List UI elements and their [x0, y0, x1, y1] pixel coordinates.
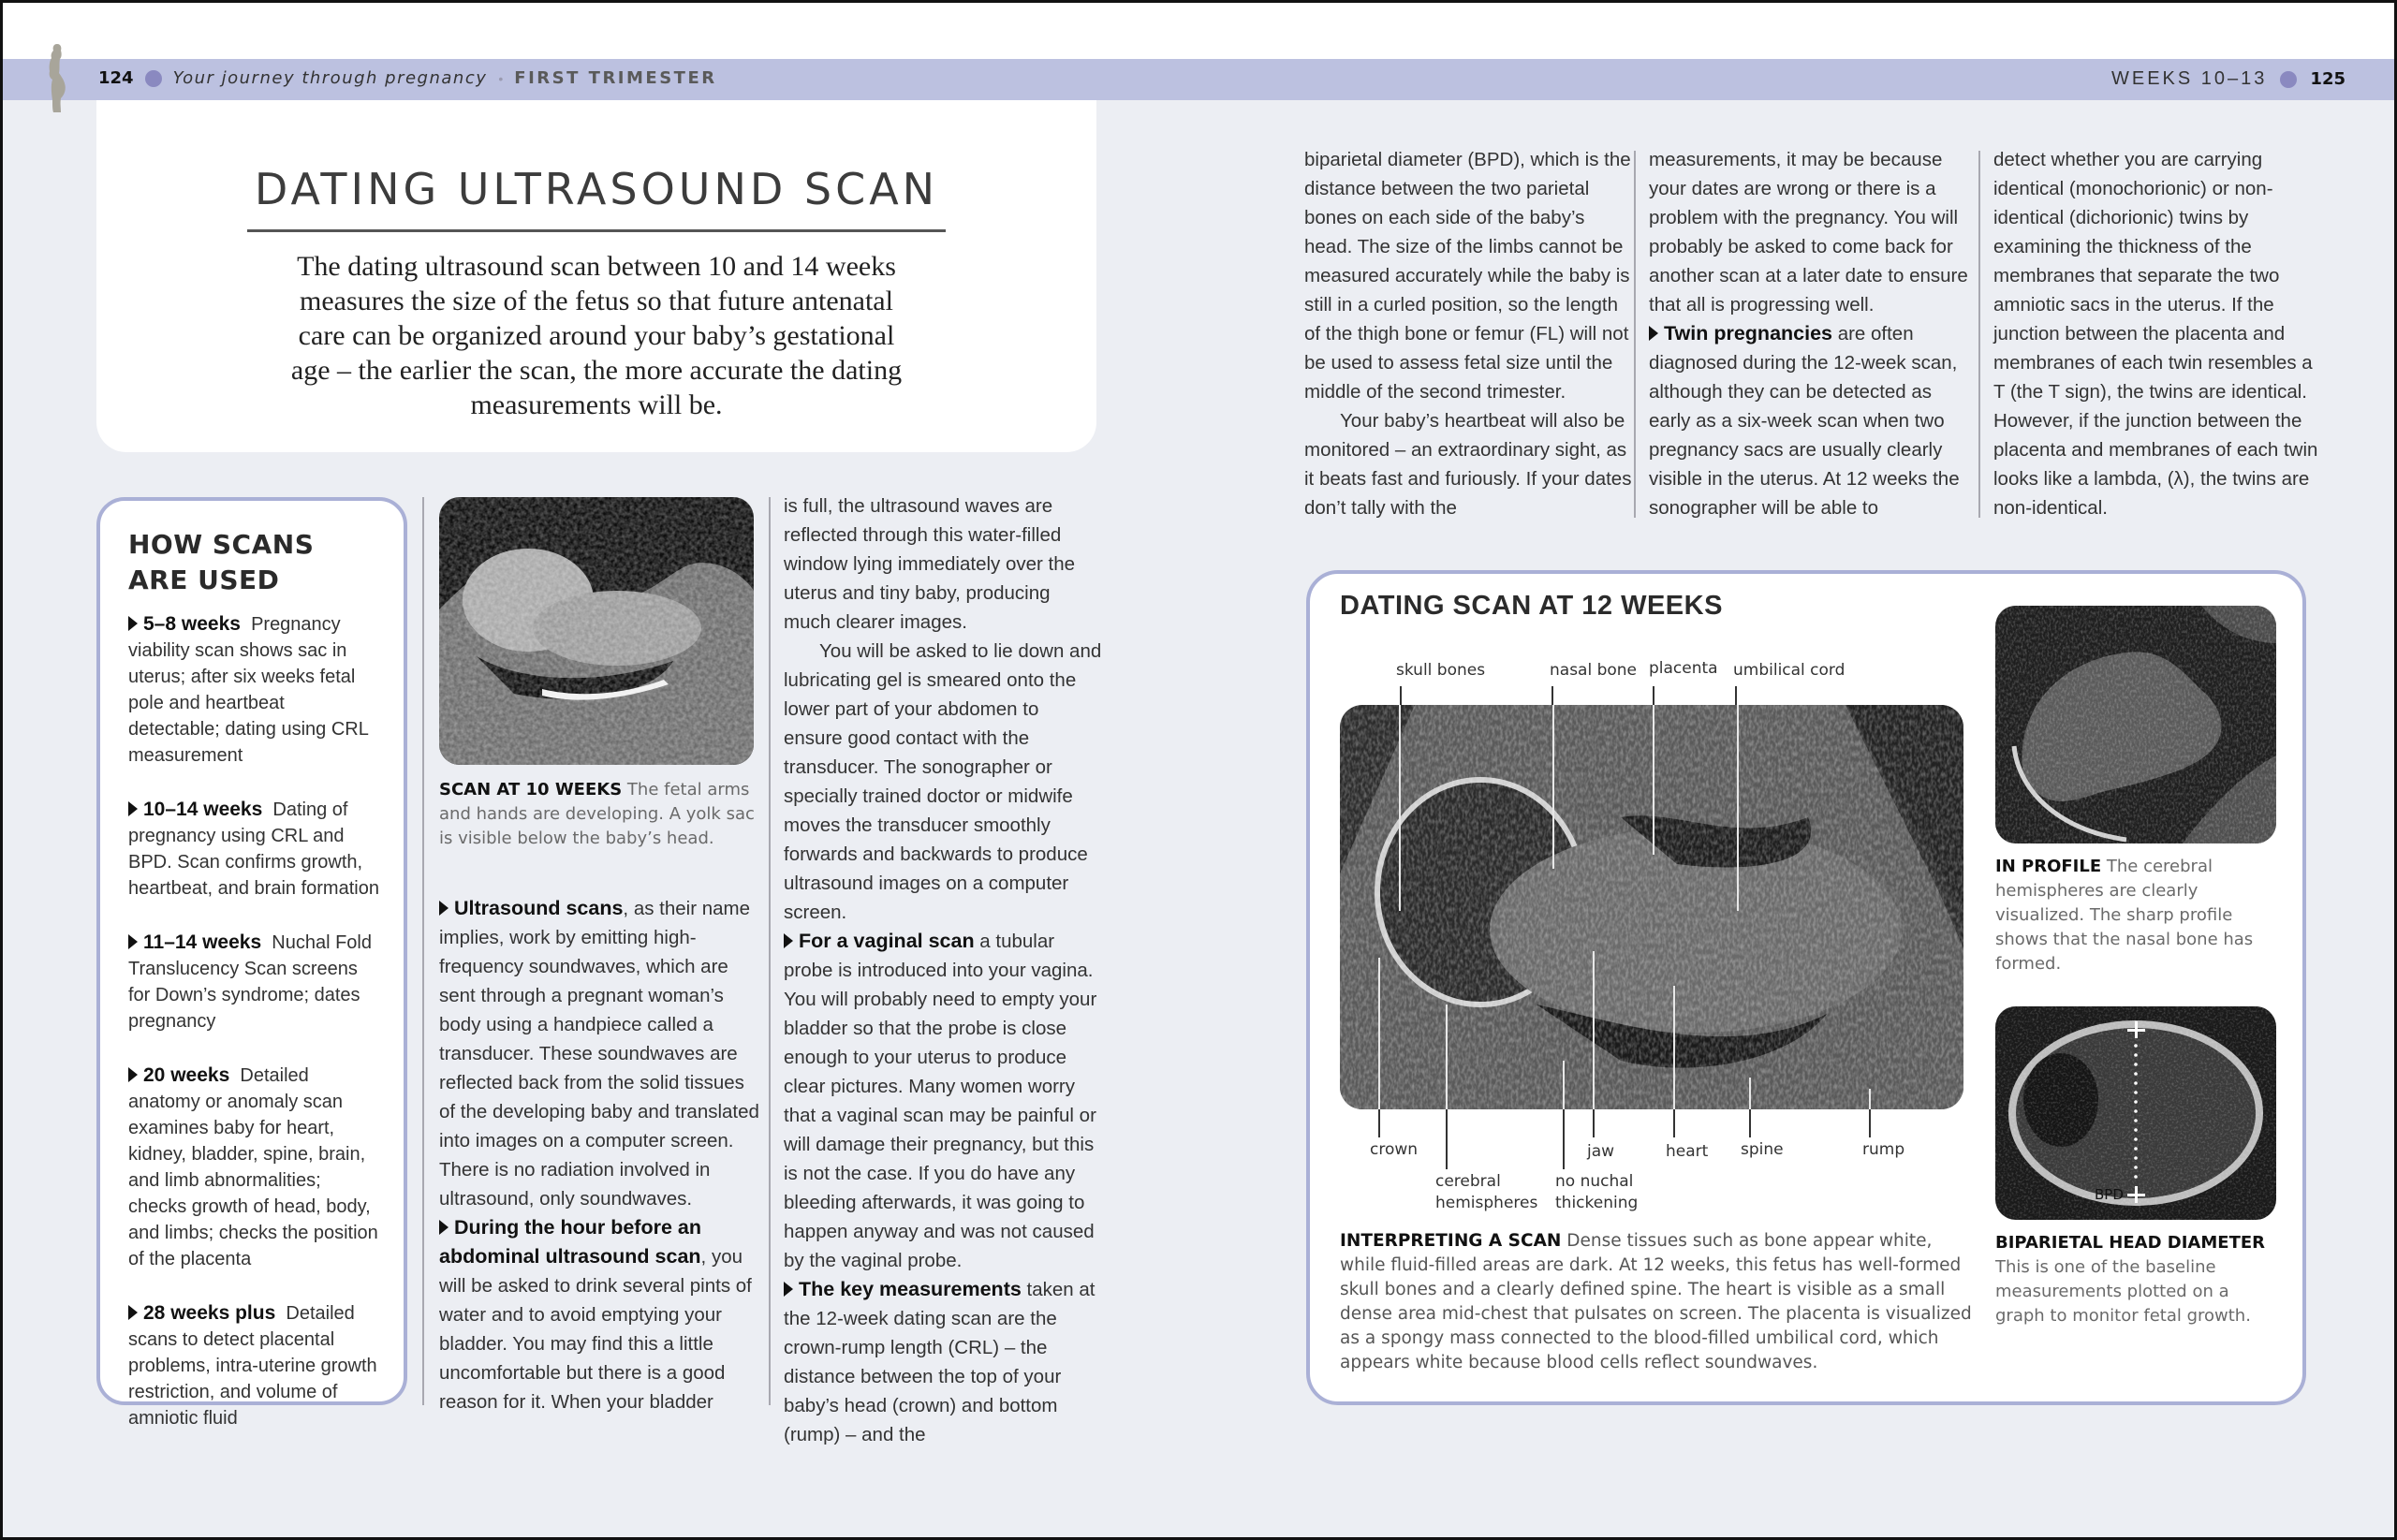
dating-scan-box — [1306, 570, 2306, 1405]
caption-text: The cerebral hemispheres are clearly visualized. The sharp profile shows that the nasal bone has formed. — [1995, 857, 2254, 974]
body-column-3 — [784, 491, 1102, 1449]
dot-icon — [2280, 71, 2297, 88]
leader-line — [1446, 1005, 1448, 1109]
list-item — [128, 1300, 381, 1431]
run-in-heading: Twin pregnancies — [1664, 322, 1832, 345]
label-crown: crown — [1370, 1140, 1419, 1159]
leader-line — [1653, 686, 1654, 707]
item-text: Pregnancy viability scan shows sac in uterus; after six weeks fetal pole and heartbeat detectable; dating using CRL measurement — [128, 614, 369, 766]
paragraph: You will be asked to lie down and lubricating gel is smeared onto the lower part of your abdomen to ensure good contact with the transducer. The sonographer or specially trained doctor or midwife moves the transducer smoothly forwards and backwards to produce ultrasound images on a computer screen. — [784, 640, 1102, 923]
separator: • — [498, 70, 504, 86]
triangle-bullet-icon — [784, 1282, 793, 1297]
triangle-bullet-icon — [128, 616, 138, 631]
how-scans-box — [96, 497, 407, 1429]
scan-10-weeks-image — [439, 497, 754, 765]
chapter-title: FIRST TRIMESTER — [514, 68, 717, 88]
bpd-caption — [1995, 1231, 2276, 1328]
leader-line — [1869, 1109, 1871, 1137]
leader-line — [1563, 1109, 1565, 1169]
paragraph: detect whether you are carrying identical (monochorionic) or non-identical (dichorionic) twins by examining the thickness of the membranes that separate the two amniotic sacs in the uterus. If the junction between the placenta and membranes of each twin resembles a T (the T sign), the twins are identical. However, if the junction between the placenta and membranes of each twin looks like a lambda, (λ), the twins are non-identical. — [1993, 149, 2318, 519]
pregnant-woman-silhouette-icon — [44, 42, 70, 113]
run-in-heading: The key measurements — [799, 1278, 1022, 1300]
paragraph-text: are often diagnosed during the 12-week scan, although they can be detected as early as a six-week scan when two pregnancy sacs are usually clearly visible in the uterus. At 12 weeks the sonographer will be able to — [1649, 323, 1960, 519]
triangle-bullet-icon — [439, 1220, 449, 1235]
how-scans-title — [128, 527, 381, 598]
leader-line — [1593, 951, 1595, 1109]
leader-line — [1673, 986, 1675, 1109]
leader-line — [1749, 1078, 1751, 1109]
caption-heading: IN PROFILE — [1995, 857, 2102, 876]
weeks-range: WEEKS 10–13 — [2111, 68, 2268, 89]
body-column-2 — [439, 894, 763, 1416]
paragraph — [439, 1213, 763, 1416]
item-text: Nuchal Fold Translucency Scan screens for Down’s syndrome; dates pregnancy — [128, 932, 372, 1032]
leader-line — [1378, 1109, 1380, 1137]
page-title: DATING ULTRASOUND SCAN — [247, 164, 946, 232]
title-line-2: ARE USED — [128, 565, 280, 595]
leader-line — [1399, 705, 1401, 911]
header-left — [98, 68, 717, 88]
scan-10-weeks-caption — [439, 778, 757, 851]
list-item — [128, 611, 381, 769]
caption-text: This is one of the baseline measurements plotted on a graph to monitor fetal growth. — [1995, 1257, 2251, 1326]
item-text: Detailed scans to detect placental problems, intra-uterine growth restriction, and volume of amniotic fluid — [128, 1303, 377, 1429]
column-divider — [1978, 151, 1980, 518]
paragraph-text: , as their name implies, work by emitting high-frequency soundwaves, which are sent through a pregnant woman’s body using a handpiece called a transducer. These soundwaves are reflected back from the solid tissues of the developing baby and translated into images on a computer screen. There is no radiation involved in ultrasound, only soundwaves. — [439, 898, 759, 1210]
body-column-4 — [1304, 145, 1632, 522]
item-text: Dating of pregnancy using CRL and BPD. Scan confirms growth, heartbeat, and brain formation — [128, 799, 379, 899]
label-spine: spine — [1741, 1140, 1784, 1159]
bpd-scan-image — [1995, 1006, 2276, 1220]
label-cerebral-hemispheres: cerebral hemispheres — [1435, 1172, 1538, 1212]
leader-line — [1673, 1109, 1675, 1137]
page-number-left: 124 — [98, 68, 134, 88]
item-label: 10–14 weeks — [143, 799, 263, 820]
label-skull-bones: skull bones — [1396, 661, 1486, 680]
title-card — [96, 100, 1096, 452]
leader-line — [1552, 705, 1554, 869]
dating-scan-12-weeks-image — [1340, 705, 1963, 1109]
paragraph-text: taken at the 12-week dating scan are the crown-rump length (CRL) – the distance between the top of your baby’s head (crown) and bottom (rump) – and the — [784, 1279, 1096, 1445]
label-no-nuchal-thickening: no nuchal thickening — [1555, 1172, 1639, 1212]
body-column-6 — [1993, 145, 2321, 522]
list-item — [128, 1063, 381, 1272]
caption-heading: BIPARIETAL HEAD DIAMETER — [1995, 1233, 2265, 1253]
leader-line — [1563, 1061, 1565, 1109]
leader-line — [1551, 686, 1553, 707]
column-divider — [769, 497, 771, 1405]
page-number-right: 125 — [2310, 69, 2346, 89]
paragraph: measurements, it may be because your dates are wrong or there is a problem with the pregnancy. You will probably be asked to come back for another scan at a later date to ensure that all is progressing well. — [1649, 149, 1968, 315]
body-column-5 — [1649, 145, 1977, 522]
intro-paragraph: The dating ultrasound scan between 10 and 14 weeks measures the size of the fetus so that future antenatal care can be organized around your baby’s gestational age – the earlier the scan, the more accurate the dating measurements will be. — [290, 251, 903, 420]
label-umbilical-cord: umbilical cord — [1733, 661, 1846, 680]
paragraph — [784, 1275, 1102, 1449]
column-divider — [1634, 151, 1636, 518]
bpd-marker-label: BPD — [2095, 1186, 2124, 1203]
caption-heading: INTERPRETING A SCAN — [1340, 1231, 1562, 1251]
leader-line — [1749, 1109, 1751, 1137]
caption-text: Dense tissues such as bone appear white, while fluid-filled areas are dark. At 12 weeks, this fetus has well-formed skull bones and a clearly defined spine. The heart is visible as a small dense area mid-chest that pulsates on screen. The placenta is visualized as a spongy mass connected to the blood-filled umbilical cord, which appears white because blood cells reflect soundwaves. — [1340, 1231, 1972, 1372]
label-rump: rump — [1862, 1140, 1905, 1159]
paragraph — [1649, 319, 1977, 522]
item-text: Detailed anatomy or anomaly scan examines baby for heart, kidney, bladder, spine, brain, and limb abnormalities; checks growth of head, body, and limbs; checks the position of the placenta — [128, 1065, 378, 1269]
dating-scan-title: DATING SCAN AT 12 WEEKS — [1340, 591, 1723, 621]
label-placenta: placenta — [1649, 659, 1718, 678]
list-item — [128, 930, 381, 1034]
dot-icon — [145, 70, 162, 87]
paragraph: Your baby’s heartbeat will also be monitored – an extraordinary sight, as it beats fast and furiously. If your dates don’t tally with the — [1304, 410, 1632, 519]
caption-heading: SCAN AT 10 WEEKS — [439, 780, 623, 799]
label-nasal-bone: nasal bone — [1550, 661, 1638, 680]
list-item — [128, 797, 381, 902]
item-label: 11–14 weeks — [143, 931, 262, 953]
triangle-bullet-icon — [784, 933, 793, 948]
title-line-1: HOW SCANS — [128, 529, 315, 560]
run-in-heading: Ultrasound scans — [454, 897, 624, 919]
item-label: 20 weeks — [143, 1064, 230, 1086]
caption-text: The fetal arms and hands are developing. A yolk sac is visible below the baby’s head. — [439, 780, 755, 848]
leader-line — [1446, 1109, 1448, 1169]
header-right — [2111, 68, 2346, 90]
label-jaw: jaw — [1587, 1142, 1615, 1161]
label-heart: heart — [1666, 1142, 1709, 1161]
leader-line — [1400, 686, 1402, 707]
triangle-bullet-icon — [128, 1067, 138, 1082]
item-label: 28 weeks plus — [143, 1302, 276, 1324]
leader-line — [1593, 1109, 1595, 1137]
leader-line — [1735, 686, 1737, 707]
leader-line — [1378, 958, 1380, 1109]
paragraph-text: a tubular probe is introduced into your vagina. You will probably need to empty your bladder so that the probe is close enough to your uterus to produce clear pictures. Many women worry that a vaginal scan may be painful or will damage their pregnancy, but this is not the case. If you do have any bleeding afterwards, it was going to happen anyway and was not caused by the vaginal probe. — [784, 931, 1097, 1271]
top-margin — [3, 3, 2394, 59]
triangle-bullet-icon — [1649, 326, 1658, 341]
run-in-heading: During the hour before an abdominal ultrasound scan — [439, 1216, 701, 1268]
leader-line — [1737, 705, 1739, 911]
triangle-bullet-icon — [128, 934, 138, 949]
triangle-bullet-icon — [128, 1305, 138, 1320]
triangle-bullet-icon — [128, 801, 138, 816]
leader-line — [1869, 1089, 1871, 1109]
column-divider — [422, 497, 424, 1405]
in-profile-caption — [1995, 855, 2276, 976]
leader-line — [1653, 705, 1654, 855]
paragraph — [784, 927, 1102, 1275]
paragraph-text: , you will be asked to drink several pints of water and to avoid emptying your bladder. You may find this a little uncomfortable but there is a good reason for it. When your bladder — [439, 1246, 752, 1413]
interpreting-scan-caption — [1340, 1229, 1977, 1375]
section-title: Your journey through pregnancy — [172, 68, 488, 88]
triangle-bullet-icon — [439, 901, 449, 916]
paragraph: is full, the ultrasound waves are reflected through this water-filled window lying immediately over the uterus and tiny baby, producing much clearer images. — [784, 495, 1076, 633]
profile-scan-image — [1995, 606, 2276, 843]
item-label: 5–8 weeks — [143, 613, 241, 635]
paragraph: biparietal diameter (BPD), which is the distance between the two parietal bones on each side of the baby’s head. The size of the limbs cannot be measured accurately while the baby is still in a curled position, so the length of the thigh bone or femur (FL) will not be used to assess fetal size until the middle of the second trimester. — [1304, 149, 1631, 403]
paragraph — [439, 894, 763, 1213]
run-in-heading: For a vaginal scan — [799, 930, 975, 952]
